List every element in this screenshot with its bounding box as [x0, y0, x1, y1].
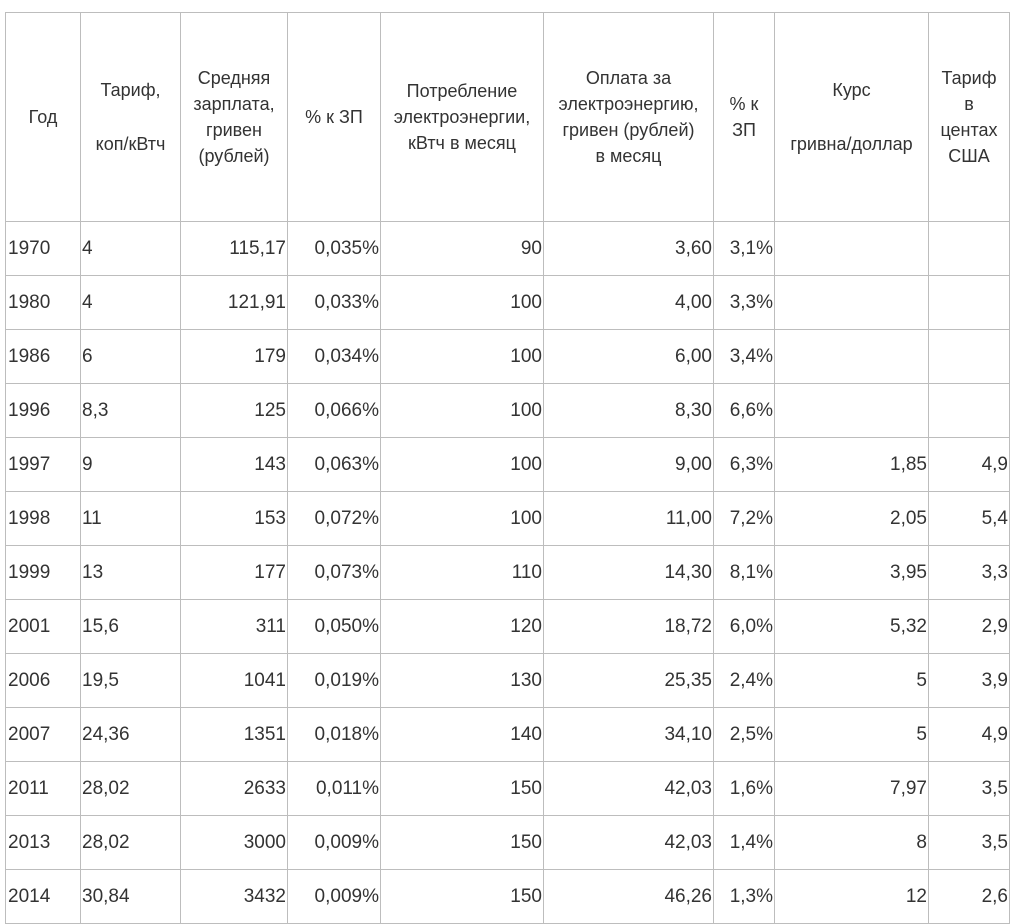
cell-tariff-usd: 2,9: [929, 600, 1010, 654]
cell-consumption: 100: [381, 276, 544, 330]
cell-exchange-rate: 1,85: [775, 438, 929, 492]
cell-percent-salary-2: 1,4%: [714, 816, 775, 870]
cell-tariff: 4: [81, 276, 181, 330]
cell-tariff: 6: [81, 330, 181, 384]
cell-payment: 46,26: [544, 870, 714, 924]
cell-tariff: 8,3: [81, 384, 181, 438]
cell-exchange-rate: 5: [775, 708, 929, 762]
cell-avg-salary: 179: [181, 330, 288, 384]
cell-payment: 11,00: [544, 492, 714, 546]
cell-payment: 6,00: [544, 330, 714, 384]
cell-tariff: 28,02: [81, 762, 181, 816]
cell-avg-salary: 1351: [181, 708, 288, 762]
cell-percent-salary: 0,011%: [288, 762, 381, 816]
table-row: [6, 762, 1010, 816]
cell-year: 1998: [6, 492, 81, 546]
cell-tariff: 28,02: [81, 816, 181, 870]
cell-consumption: 120: [381, 600, 544, 654]
cell-percent-salary: 0,009%: [288, 816, 381, 870]
cell-percent-salary: 0,018%: [288, 708, 381, 762]
cell-avg-salary: 2633: [181, 762, 288, 816]
cell-tariff-usd: [929, 222, 1010, 276]
table-row: [6, 816, 1010, 870]
cell-percent-salary: 0,019%: [288, 654, 381, 708]
header-row: [6, 13, 1010, 222]
table-row: [6, 654, 1010, 708]
cell-exchange-rate: 5: [775, 654, 929, 708]
cell-tariff: 30,84: [81, 870, 181, 924]
cell-year: 2014: [6, 870, 81, 924]
cell-year: 2011: [6, 762, 81, 816]
cell-avg-salary: 115,17: [181, 222, 288, 276]
table-row: [6, 222, 1010, 276]
cell-consumption: 90: [381, 222, 544, 276]
cell-percent-salary: 0,066%: [288, 384, 381, 438]
cell-tariff-usd: 2,6: [929, 870, 1010, 924]
cell-avg-salary: 121,91: [181, 276, 288, 330]
cell-avg-salary: 125: [181, 384, 288, 438]
cell-payment: 25,35: [544, 654, 714, 708]
cell-percent-salary-2: 3,4%: [714, 330, 775, 384]
cell-tariff: 4: [81, 222, 181, 276]
cell-percent-salary-2: 3,3%: [714, 276, 775, 330]
cell-exchange-rate: [775, 276, 929, 330]
cell-exchange-rate: [775, 330, 929, 384]
cell-percent-salary-2: 1,3%: [714, 870, 775, 924]
header-exchange-rate: Курс гривна/доллар: [775, 13, 929, 222]
cell-avg-salary: 3432: [181, 870, 288, 924]
cell-payment: 9,00: [544, 438, 714, 492]
cell-consumption: 100: [381, 438, 544, 492]
cell-percent-salary-2: 8,1%: [714, 546, 775, 600]
cell-year: 1970: [6, 222, 81, 276]
header-percent-salary-2: % к ЗП: [714, 13, 775, 222]
cell-tariff-usd: 4,9: [929, 708, 1010, 762]
cell-avg-salary: 177: [181, 546, 288, 600]
table-row: [6, 600, 1010, 654]
cell-tariff-usd: [929, 276, 1010, 330]
cell-exchange-rate: 2,05: [775, 492, 929, 546]
cell-avg-salary: 1041: [181, 654, 288, 708]
cell-exchange-rate: 7,97: [775, 762, 929, 816]
cell-payment: 42,03: [544, 762, 714, 816]
cell-consumption: 150: [381, 816, 544, 870]
cell-percent-salary-2: 6,6%: [714, 384, 775, 438]
header-year: Год: [6, 13, 81, 222]
header-tariff-usd: Тариф в центах США: [929, 13, 1010, 222]
cell-year: 2006: [6, 654, 81, 708]
cell-tariff: 9: [81, 438, 181, 492]
cell-consumption: 140: [381, 708, 544, 762]
table-row: [6, 330, 1010, 384]
cell-payment: 42,03: [544, 816, 714, 870]
cell-avg-salary: 143: [181, 438, 288, 492]
cell-year: 1980: [6, 276, 81, 330]
cell-percent-salary: 0,009%: [288, 870, 381, 924]
cell-avg-salary: 311: [181, 600, 288, 654]
cell-tariff-usd: 3,5: [929, 816, 1010, 870]
cell-percent-salary-2: 6,0%: [714, 600, 775, 654]
cell-percent-salary-2: 3,1%: [714, 222, 775, 276]
cell-year: 1986: [6, 330, 81, 384]
table-row: [6, 492, 1010, 546]
cell-tariff: 11: [81, 492, 181, 546]
cell-percent-salary-2: 1,6%: [714, 762, 775, 816]
cell-payment: 8,30: [544, 384, 714, 438]
header-percent-salary: % к ЗП: [288, 13, 381, 222]
cell-tariff-usd: [929, 330, 1010, 384]
cell-payment: 14,30: [544, 546, 714, 600]
cell-consumption: 100: [381, 384, 544, 438]
table-row: [6, 384, 1010, 438]
cell-year: 2001: [6, 600, 81, 654]
cell-consumption: 150: [381, 762, 544, 816]
cell-tariff-usd: 4,9: [929, 438, 1010, 492]
cell-exchange-rate: 8: [775, 816, 929, 870]
header-avg-salary: Средняя зарплата, гривен (рублей): [181, 13, 288, 222]
cell-tariff-usd: 3,3: [929, 546, 1010, 600]
cell-tariff: 24,36: [81, 708, 181, 762]
cell-consumption: 100: [381, 330, 544, 384]
header-tariff: Тариф, коп/кВтч: [81, 13, 181, 222]
cell-percent-salary: 0,050%: [288, 600, 381, 654]
cell-percent-salary: 0,063%: [288, 438, 381, 492]
cell-payment: 4,00: [544, 276, 714, 330]
cell-payment: 18,72: [544, 600, 714, 654]
cell-avg-salary: 3000: [181, 816, 288, 870]
cell-tariff: 13: [81, 546, 181, 600]
cell-year: 1996: [6, 384, 81, 438]
header-consumption: Потребление электроэнергии, кВтч в месяц: [381, 13, 544, 222]
cell-percent-salary: 0,073%: [288, 546, 381, 600]
cell-consumption: 110: [381, 546, 544, 600]
cell-tariff-usd: [929, 384, 1010, 438]
tariff-table: [5, 12, 1010, 924]
cell-exchange-rate: 12: [775, 870, 929, 924]
cell-tariff: 15,6: [81, 600, 181, 654]
cell-percent-salary-2: 7,2%: [714, 492, 775, 546]
table-row: [6, 546, 1010, 600]
table-row: [6, 870, 1010, 924]
table-row: [6, 438, 1010, 492]
cell-percent-salary-2: 6,3%: [714, 438, 775, 492]
cell-consumption: 130: [381, 654, 544, 708]
cell-year: 2013: [6, 816, 81, 870]
cell-payment: 34,10: [544, 708, 714, 762]
cell-tariff: 19,5: [81, 654, 181, 708]
cell-percent-salary: 0,034%: [288, 330, 381, 384]
cell-year: 1997: [6, 438, 81, 492]
cell-consumption: 100: [381, 492, 544, 546]
cell-exchange-rate: [775, 384, 929, 438]
cell-tariff-usd: 3,5: [929, 762, 1010, 816]
cell-year: 1999: [6, 546, 81, 600]
cell-percent-salary-2: 2,5%: [714, 708, 775, 762]
cell-tariff-usd: 5,4: [929, 492, 1010, 546]
table-row: [6, 708, 1010, 762]
cell-payment: 3,60: [544, 222, 714, 276]
cell-percent-salary: 0,035%: [288, 222, 381, 276]
cell-tariff-usd: 3,9: [929, 654, 1010, 708]
cell-year: 2007: [6, 708, 81, 762]
cell-exchange-rate: 5,32: [775, 600, 929, 654]
cell-percent-salary-2: 2,4%: [714, 654, 775, 708]
cell-percent-salary: 0,072%: [288, 492, 381, 546]
cell-avg-salary: 153: [181, 492, 288, 546]
cell-exchange-rate: [775, 222, 929, 276]
cell-consumption: 150: [381, 870, 544, 924]
header-payment: Оплата за электроэнергию, гривен (рублей) в месяц: [544, 13, 714, 222]
table-row: [6, 276, 1010, 330]
cell-exchange-rate: 3,95: [775, 546, 929, 600]
cell-percent-salary: 0,033%: [288, 276, 381, 330]
